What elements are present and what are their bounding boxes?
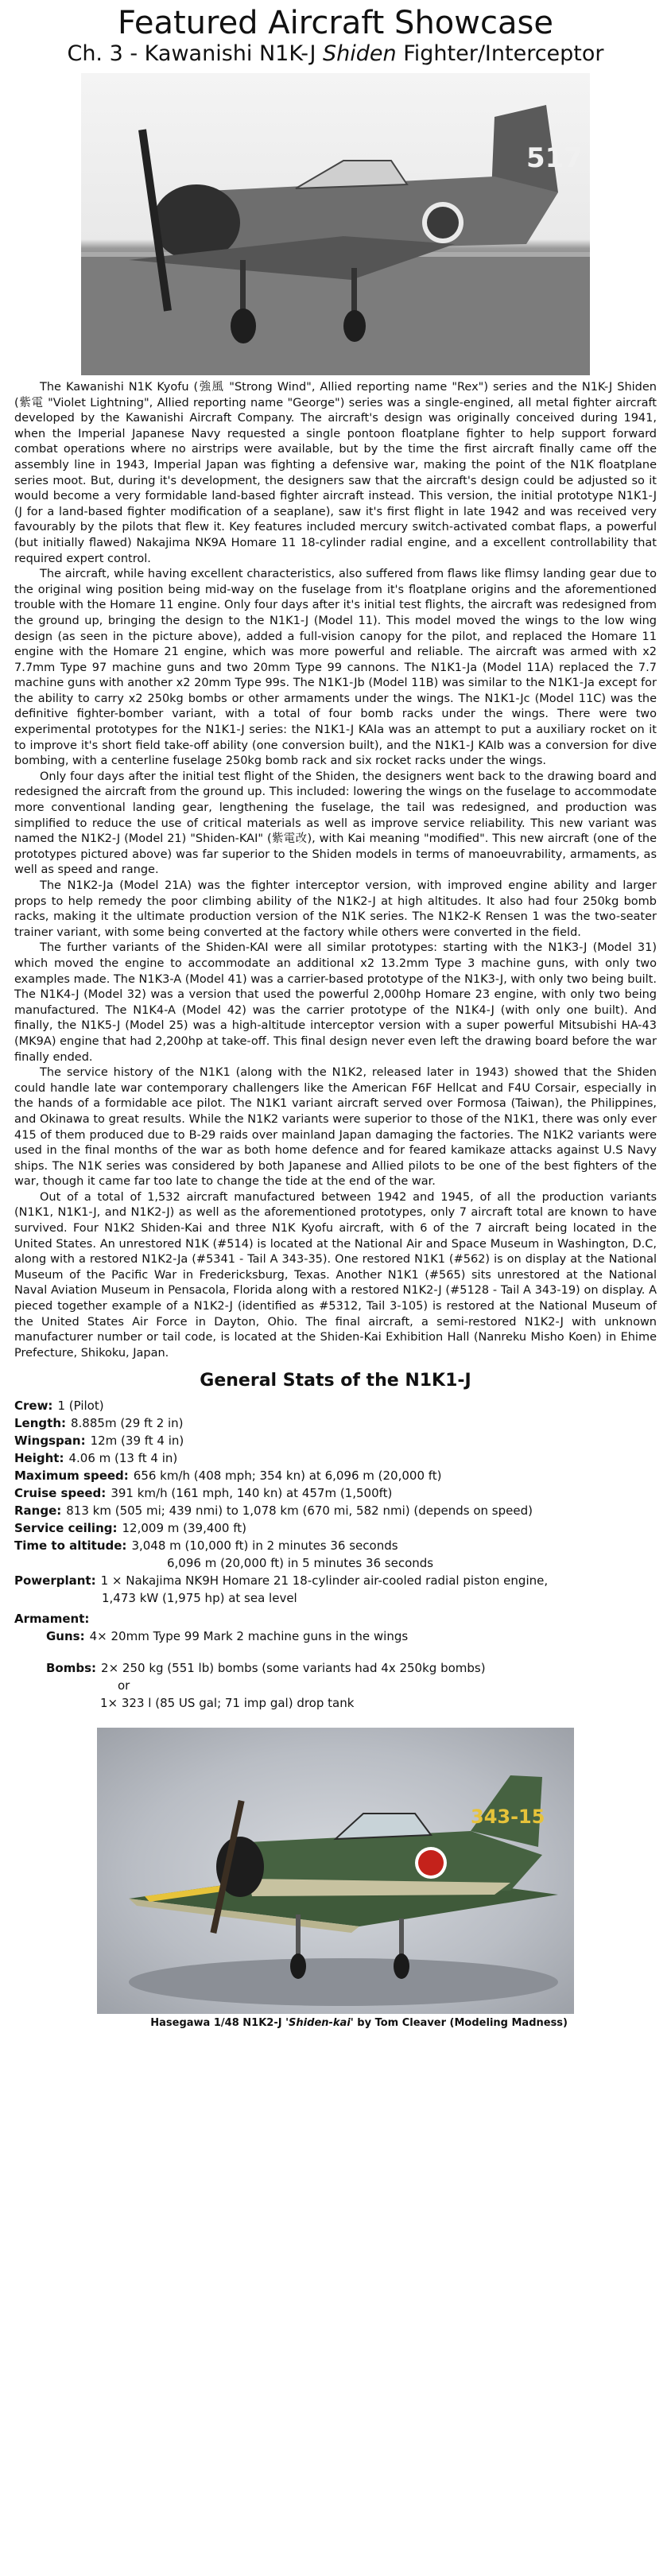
stat-climb-line2: 6,096 m (20,000 ft) in 5 minutes 36 seconds — [167, 1556, 434, 1571]
caption-italic: 'Shiden-kai' — [285, 2017, 354, 2030]
aircraft-illustration — [81, 73, 590, 375]
caption-prefix: Hasegawa 1/48 N1K2-J — [150, 2017, 286, 2030]
stat-ceiling — [14, 1519, 657, 1537]
stat-value: 12m (39 ft 4 in) — [90, 1433, 184, 1449]
stat-label: Length: — [14, 1416, 66, 1431]
stat-label: Height: — [14, 1451, 64, 1466]
page-title: Featured Aircraft Showcase — [118, 5, 553, 41]
model-tail-code: 343-15 — [471, 1806, 545, 1829]
stat-label: Cruise speed: — [14, 1486, 107, 1501]
stat-bombs-or: or — [118, 1678, 130, 1693]
stat-label: Bombs: — [46, 1661, 97, 1676]
stat-value: 391 km/h (161 mph, 140 kn) at 457m (1,500ft) — [111, 1486, 393, 1501]
paragraph: The further variants of the Shiden-KAI were all similar prototypes: starting with the N1K3-J (Model 31) which moved the engine to accommodate an additional x2 13.2mm Type 3 machine guns, with only two examples made. The N1K3-A (Model 41) was a carrier-based prototype of the N1K3-J, with only two being built. The N1K4-J (Model 32) was a version that used the powerful 2,000hp Homare 23 engine, with only two being manufactured. The N1K4-A (Model 42) was the carrier prototype of the N1K4-J (with only one built). And finally, the N1K5-J (Model 25) was a high-altitude interceptor version with a super powerful Mitsubishi HA-43 (MK9A) engine that had 2,200hp at take-off. This final design never even left the drawing board before the war finally ended. — [14, 941, 657, 1064]
subtitle-prefix: Ch. 3 - Kawanishi N1K-J — [67, 41, 324, 66]
stat-value: 8.885m (29 ft 2 in) — [71, 1416, 184, 1431]
stat-value: 2× 250 kg (551 lb) bombs (some variants had 4x 250kg bombs) — [101, 1661, 486, 1676]
stat-value: 3,048 m (10,000 ft) in 2 minutes 36 seconds — [131, 1538, 398, 1554]
aircraft-photo-top — [81, 73, 590, 375]
page-subtitle — [0, 41, 671, 67]
stat-label: Armament: — [14, 1612, 90, 1627]
stat-powerplant-line2: 1,473 kW (1,975 hp) at sea level — [102, 1591, 297, 1606]
stat-guns — [14, 1627, 657, 1645]
paragraph: The N1K2-Ja (Model 21A) was the fighter interceptor version, with improved engine ability and larger props to help remedy the poor climbing ability of the N1K2-J at high altitudes. It also had four 250kg bomb racks, making it the ultimate production version of the N1K series. The N1K2-K Rensen 1 was the two-seater trainer variant, with some being converted at the factory while others were converted in the field. — [14, 879, 657, 939]
stat-value: 1 × Nakajima NK9H Homare 21 18-cylinder air-cooled radial piston engine, — [100, 1573, 549, 1589]
subtitle-italic: Shiden — [323, 41, 397, 66]
subtitle-suffix: Fighter/Interceptor — [396, 41, 604, 66]
stat-cruise-speed — [14, 1484, 657, 1502]
stat-bombs-line2: 1× 323 l (85 US gal; 71 imp gal) drop tank — [100, 1696, 355, 1711]
stat-label: Range: — [14, 1503, 62, 1519]
stat-bombs — [14, 1659, 657, 1677]
tail-code: 517 — [526, 142, 583, 174]
model-illustration — [97, 1728, 574, 2014]
stat-value: 12,009 m (39,400 ft) — [122, 1521, 246, 1536]
stat-label: Crew: — [14, 1399, 53, 1414]
stat-value: 813 km (505 mi; 439 nmi) to 1,078 km (670 mi, 582 nmi) (depends on speed) — [66, 1503, 533, 1519]
caption-suffix: by Tom Cleaver (Modeling Madness) — [353, 2017, 568, 2030]
stat-label: Wingspan: — [14, 1433, 86, 1449]
stat-label: Maximum speed: — [14, 1468, 129, 1484]
paragraph: Only four days after the initial test flight of the Shiden, the designers went back to the drawing board and redesigned the aircraft from the ground up. This included: lowering the wings on the fuselage to accommodate more conventional landing gear, lengthening the fuselage, the tail was redesigned, and production was simplified to reduce the use of critical materials as well as improve service reliability. This new variant was named the N1K2-J (Model 21) "Shiden-KAI" (紫電改), with Kai meaning "modified". This new aircraft (one of the prototypes pictured above) was far superior to the Shiden models in terms of manoeuvrability, armaments, as well as speed and range. — [14, 770, 657, 877]
stat-label: Time to altitude: — [14, 1538, 127, 1554]
paragraph: Out of a total of 1,532 aircraft manufactured between 1942 and 1945, of all the production variants (N1K1, N1K1-J, and N1K2-J) as well as the aforementioned prototypes, only 7 aircraft total are known to have survived. Four N1K2 Shiden-Kai and three N1K Kyofu aircraft, with 6 of the 7 aircraft being located in the United States. An unrestored N1K (#514) is located at the National Air and Space Museum in Washington, D.C, along with a restored N1K2-Ja (#5341 - Tail A 343-35). One restored N1K1 (#562) is on display at the National Museum of the Pacific War in Fredericksburg, Texas. Another N1K1 (#565) sits unrestored at the National Naval Aviation Museum in Pensacola, Florida along with a restored N1K2-J (#5128 - Tail A 343-19) on display. A pieced together example of a N1K2-J (identified as #5312, Tail 3-105) is restored at the National Museum of the United States Air Force in Dayton, Ohio. The final aircraft, a semi-restored N1K2-J with unknown manufacturer number or tail code, is located at the Shiden-Kai Exhibition Hall (Nanreku Misho Koen) in Ehime Prefecture, Shikoku, Japan. — [14, 1190, 657, 1360]
stat-label: Guns: — [46, 1629, 85, 1644]
stat-crew — [14, 1397, 657, 1414]
article-body — [0, 375, 671, 1361]
stat-value: 1 (Pilot) — [57, 1399, 104, 1414]
paragraph: The Kawanishi N1K Kyofu (強風 "Strong Wind", Allied reporting name "Rex") series and the N1K-J Shiden (紫電 "Violet Lightning", Allied reporting name "George") series was a single-engined, all metal fighter aircraft developed by the Kawanishi Aircraft Company. The aircraft's design was originally conceived during 1941, when the Imperial Japanese Navy requested a single pontoon floatplane fighter to help support forward combat operations where no airstrips were available, but by the time the first aircraft finally came off the assembly line in 1943, Imperial Japan was fighting a defensive war, making the point of the N1K floatplane series moot. But, during it's development, the designers saw that the aircraft's design could be adjusted so it would become a very formidable land-based fighter aircraft instead. This version, the initial prototype N1K1-J (J for a land-based fighter modification of a seaplane), saw it's first flight in late 1942 and was received very favourably by the pilots that flew it. Key features included mercury switch-activated combat flaps, a powerful (but initially flawed) Nakajima NK9A Homare 11 18-cylinder radial engine, and a excellent controllability that required expert control. — [14, 381, 657, 565]
paragraph: The service history of the N1K1 (along with the N1K2, released later in 1943) showed that the Shiden could handle late war contemporary challengers like the American F6F Hellcat and F4U Corsair, especially in the hands of a formidable ace pilot. The N1K1 variant aircraft served over Formosa (Taiwan), the Philippines, and Okinawa to great results. While the N1K2 variants were superior to those of the N1K1, there was only ever 415 of them produced due to B-29 raids over mainland Japan damaging the factories. The N1K2 variants were used in the final months of the war as both home defence and for feared kamikaze attacks against U.S Navy ships. The N1K series was considered by both Japanese and Allied pilots to be one of the best fighters of the war, though it came far too late to change the tide at the end of the war. — [14, 1066, 657, 1189]
stat-max-speed — [14, 1467, 657, 1484]
model-photo-bottom — [97, 1728, 574, 2014]
stats-title: General Stats of the N1K1-J — [200, 1371, 471, 1391]
photo-caption — [0, 2014, 671, 2029]
stats-list — [0, 1397, 671, 1712]
stat-value: 656 km/h (408 mph; 354 kn) at 6,096 m (20,000 ft) — [133, 1468, 442, 1484]
stat-value: 4.06 m (13 ft 4 in) — [68, 1451, 178, 1466]
stat-label: Service ceiling: — [14, 1521, 118, 1536]
stat-range — [14, 1502, 657, 1519]
stat-powerplant — [14, 1572, 657, 1589]
stat-height — [14, 1449, 657, 1467]
stat-label: Powerplant: — [14, 1573, 96, 1589]
paragraph: The aircraft, while having excellent characteristics, also suffered from flaws like flimsy landing gear due to the original wing position being mid-way on the fuselage from it's floatplane origins and the aforementioned trouble with the Homare 11 engine. Only four days after it's initial test flights, the aircraft was redesigned from the ground up, bringing the design to the N1K1-J (Model 11). This model moved the wings to the low wing design (as seen in the picture above), added a full-vision canopy for the pilot, and replaced the Homare 11 engine with the Homare 21 engine, which was more powerful and reliable. The aircraft was armed with x2 7.7mm Type 97 machine guns and two 20mm Type 99 cannons. The N1K1-Ja (Model 11A) replaced the 7.7 machine guns with another x2 20mm Type 99s. The N1K1-Jb (Model 11B) was similar to the N1K1-Ja except for the ability to carry x2 250kg bombs or other armaments under the wings. The N1K1-Jc (Model 11C) was the definitive fighter-bomber variant, with a total of four bomb racks under the wings. There were two experimental prototypes for the N1K1-J series: the N1K1-J KAIa was an attempt to put a auxiliary rocket on it to improve it's short field take-off ability (one conversion built), and the N1K1-J KAIb was a conversion for dive bombing, with a centerline fuselage 250kg bomb rack and six rocket racks under the wings. — [14, 568, 657, 768]
stat-climb — [14, 1537, 657, 1554]
stat-armament — [14, 1610, 657, 1627]
page-header — [0, 0, 671, 67]
stat-wingspan — [14, 1432, 657, 1449]
stat-length — [14, 1414, 657, 1432]
stat-value: 4× 20mm Type 99 Mark 2 machine guns in the wings — [89, 1629, 409, 1644]
